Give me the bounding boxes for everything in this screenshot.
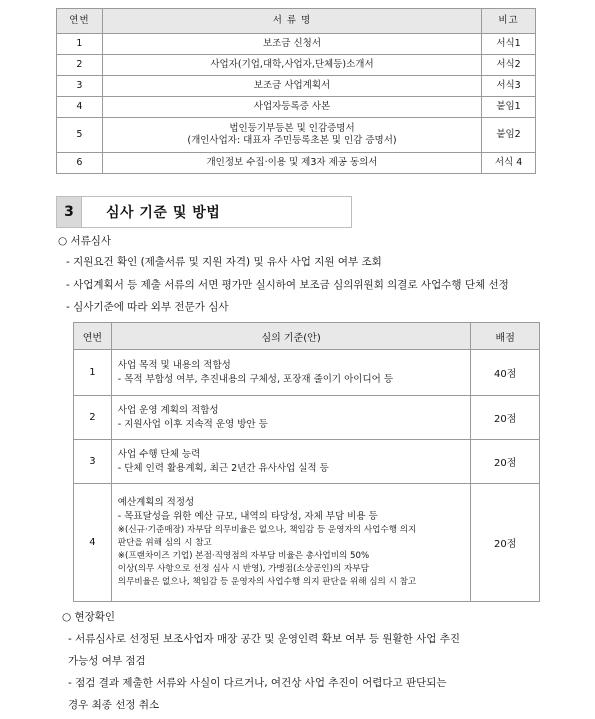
document-name: [102, 118, 481, 153]
criteria-cell: [111, 440, 471, 484]
doc-review-heading: ○ 서류심사: [58, 235, 112, 247]
table-row: [74, 396, 540, 440]
criteria-detail: - 단체 인력 활용계획, 최근 2년간 유사사업 실적 등: [117, 462, 329, 474]
score: 40점: [471, 350, 540, 396]
score: 20점: [471, 396, 540, 440]
table-row: [74, 484, 540, 602]
criteria-title: 예산계획의 적정성: [117, 497, 195, 508]
column-header: 서 류 명: [102, 9, 481, 34]
document-note: 서식2: [482, 55, 536, 76]
table-row: [57, 118, 536, 153]
section-title: 심사 기준 및 방법: [106, 205, 221, 221]
criteria-title: 사업 목적 및 내용의 적합성: [117, 359, 231, 371]
table-row: [74, 440, 540, 484]
document-name: 보조금 사업계획서: [102, 76, 481, 97]
row-number: 3: [57, 76, 103, 97]
column-header: 비고: [482, 9, 536, 34]
criteria-title: 사업 수행 단체 능력: [117, 448, 201, 460]
criteria-detail: - 목적 부합성 여부, 추진내용의 구체성, 포장재 줄이기 아이디어 등: [117, 373, 394, 385]
document-name: 개인정보 수집·이용 및 제3자 제공 동의서: [102, 153, 481, 174]
column-header: 연번: [74, 323, 112, 350]
table-row: [57, 153, 536, 174]
document-name-line: 법인등기부등본 및 인감증명서: [229, 123, 355, 134]
score: 20점: [471, 440, 540, 484]
row-number: 6: [57, 153, 103, 174]
criteria-detail: - 지원사업 이후 지속적 운영 방안 등: [117, 418, 268, 430]
site-check-heading: ○ 현장확인: [62, 611, 116, 623]
row-number: 5: [57, 118, 103, 153]
criteria-note: 판단을 위해 심의 시 참고: [117, 538, 212, 548]
doc-review-bullet: - 사업계획서 등 제출 서류의 서면 평가만 실시하여 보조금 심의위원회 의결로 사업수행 단체 선정: [66, 279, 509, 291]
site-check-bullet: 경우 최종 선정 취소: [68, 699, 160, 711]
document-name-line: (개인사업자: 대표자 주민등록초본 및 인감 증명서): [187, 135, 397, 146]
table-row: [57, 97, 536, 118]
site-check-bullet: 가능성 여부 점검: [68, 655, 146, 667]
row-number: 4: [57, 97, 103, 118]
column-header: 배점: [471, 323, 540, 350]
site-check-bullet: - 점검 결과 제출한 서류와 사실이 다르거나, 여건상 사업 추진이 어렵다고 판단되는: [68, 677, 447, 689]
doc-review-bullet: - 지원요건 확인 (제출서류 및 지원 자격) 및 유사 사업 지원 여부 조회: [66, 256, 382, 268]
section-heading: [56, 196, 352, 228]
criteria-cell: [111, 484, 471, 602]
document-name: 사업자등록증 사본: [102, 97, 481, 118]
document-name: 보조금 신청서: [102, 34, 481, 55]
criteria-cell: [111, 350, 471, 396]
column-header: 연번: [57, 9, 103, 34]
table-row: [57, 76, 536, 97]
document-note: 서식 4: [482, 153, 536, 174]
row-number: 3: [74, 440, 112, 484]
document-note: 서식3: [482, 76, 536, 97]
document-note: 붙임1: [482, 97, 536, 118]
criteria-note: ※(프랜차이즈 기업) 본점·직영점의 자부담 비율은 총사업비의 50%: [117, 551, 370, 561]
table-row: [57, 34, 536, 55]
criteria-note: 이상(의무 사항으로 선정 심사 시 반영), 가맹점(소상공인)의 자부담: [117, 564, 369, 574]
row-number: 2: [57, 55, 103, 76]
criteria-table: [73, 322, 540, 602]
table-header-row: [57, 9, 536, 34]
criteria-detail: - 목표달성을 위한 예산 규모, 내역의 타당성, 자체 부담 비용 등: [117, 511, 378, 522]
score: 20점: [471, 484, 540, 602]
document-name: 사업자(기업,대학,사업자,단체등)소개서: [102, 55, 481, 76]
table-row: [57, 55, 536, 76]
row-number: 2: [74, 396, 112, 440]
documents-table: [56, 8, 536, 174]
row-number: 1: [74, 350, 112, 396]
table-row: [74, 350, 540, 396]
criteria-note: 의무비율은 없으나, 책임감 등 운영자의 사업수행 의지 판단을 위해 심의 시 참고: [117, 577, 417, 587]
section-number: 3: [57, 197, 82, 227]
document-note: 서식1: [482, 34, 536, 55]
criteria-note: ※(신규·기준매장) 자부담 의무비율은 없으나, 책임감 등 운영자의 사업수행 의지: [117, 525, 417, 535]
doc-review-bullet: - 심사기준에 따라 외부 전문가 심사: [66, 301, 229, 313]
document-note: 붙임2: [482, 118, 536, 153]
column-header: 심의 기준(안): [111, 323, 471, 350]
table-header-row: [74, 323, 540, 350]
row-number: 4: [74, 484, 112, 602]
criteria-title: 사업 운영 계획의 적합성: [117, 404, 219, 416]
site-check-bullet: - 서류심사로 선정된 보조사업자 매장 공간 및 운영인력 확보 여부 등 원활한 사업 추진: [68, 633, 461, 645]
criteria-cell: [111, 396, 471, 440]
row-number: 1: [57, 34, 103, 55]
